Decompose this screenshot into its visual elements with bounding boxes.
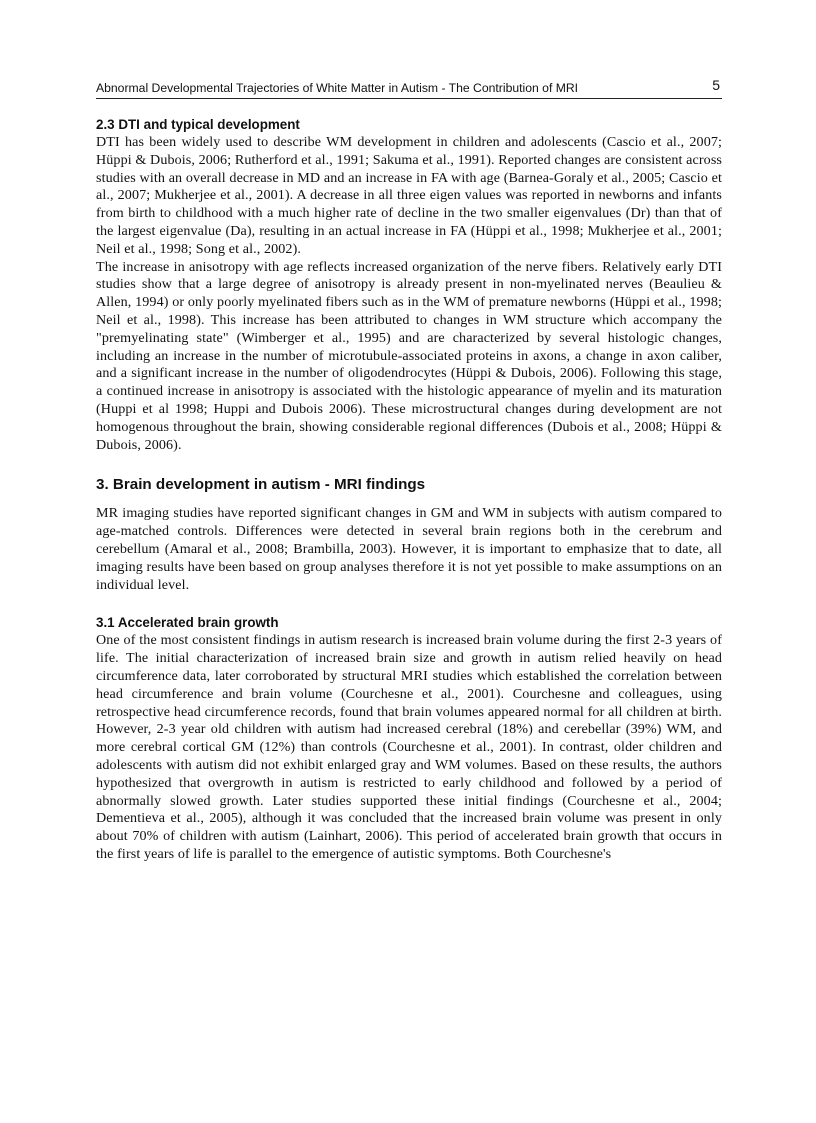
page-number: 5 (712, 77, 720, 93)
paragraph: One of the most consistent findings in autism research is increased brain volume during the first 2-3 years of life. The initial characterization of increased brain size and growth in autism relied heavily on head circumference data, later corroborated by structural MRI studies which established the correlation between head circumference and brain volume (Courchesne et al., 2001). Courchesne and colleagues, using retrospective head circumference records, found that brain volumes appeared normal for all children at birth. However, 2-3 year old children with autism had increased cerebral (18%) and cerebellar (39%) WM, and more cerebral cortical GM (12%) than controls (Courchesne et al., 2001). In contrast, older children and adolescents with autism did not exhibit enlarged gray and WM volumes. Based on these results, the authors hypothesized that overgrowth in autism is restricted to early childhood and followed by a period of abnormally slowed growth. Later studies supported these initial findings (Courchesne et al., 2004; Dementieva et al., 2005), although it was concluded that the increased brain volume was present in only about 70% of children with autism (Lainhart, 2006). This period of accelerated brain growth that occurs in the first years of life is parallel to the emergence of autistic symptoms. Both Courchesne's (96, 632, 722, 862)
heading-dti-typical-development: 2.3 DTI and typical development (96, 117, 300, 132)
paragraph: DTI has been widely used to describe WM development in children and adolescents (Cascio et al., 2007; Hüppi & Dubois, 2006; Rutherford et al., 1991; Sakuma et al., 1991). Reported changes are consistent across studies with an overall decrease in MD and an increase in FA with age (Barnea-Goraly et al., 2005; Cascio et al., 2007; Mukherjee et al., 2001). A decrease in all three eigen values was reported in newborns and infants from birth to childhood with a much higher rate of decline in the two smaller eigenvalues (Dr) than that of the largest eigenvalue (Da), resulting in an actual increase in FA (Hüppi et al., 1998; Mukherjee et al., 2001; Neil et al., 1998; Song et al., 2002). (96, 134, 722, 257)
paragraph: The increase in anisotropy with age reflects increased organization of the nerve fibers. Relatively early DTI studies show that a large degree of anisotropy is already present in non-myelinated nerves (Beaulieu & Allen, 1994) or only poorly myelinated fibers such as in the WM of premature newborns (Hüppi et al., 1998; Neil et al., 1998). This increase has been attributed to changes in WM structure which accompany the "premyelinating state" (Wimberger et al., 1995) and are characterized by several histologic changes, including an increase in the number of microtubule-associated proteins in axons, a change in axon caliber, and a significant increase in the number of oligodendrocytes (Hüppi & Dubois, 2006). Following this stage, a continued increase in anisotropy is associated with the histologic appearance of myelin and its maturation (Huppi et al 1998; Huppi and Dubois 2006). These microstructural changes during development are not homogenous throughout the brain, showing considerable regional differences (Dubois et al., 2008; Hüppi & Dubois, 2006). (96, 258, 722, 453)
main-content (96, 116, 722, 864)
running-header (96, 77, 722, 99)
paragraph: MR imaging studies have reported significant changes in GM and WM in subjects with autism compared to age-matched controls. Differences were detected in several brain regions both in the cerebrum and cerebellum (Amaral et al., 2008; Brambilla, 2003). However, it is important to emphasize that to date, all imaging results have been based on group analyses therefore it is not yet possible to make assumptions on an individual level. (96, 505, 722, 593)
heading-brain-development-autism: 3. Brain development in autism - MRI findings (96, 476, 426, 494)
heading-accelerated-brain-growth: 3.1 Accelerated brain growth (96, 615, 279, 631)
running-title: Abnormal Developmental Trajectories of White Matter in Autism - The Contribution of MRI (96, 81, 579, 95)
